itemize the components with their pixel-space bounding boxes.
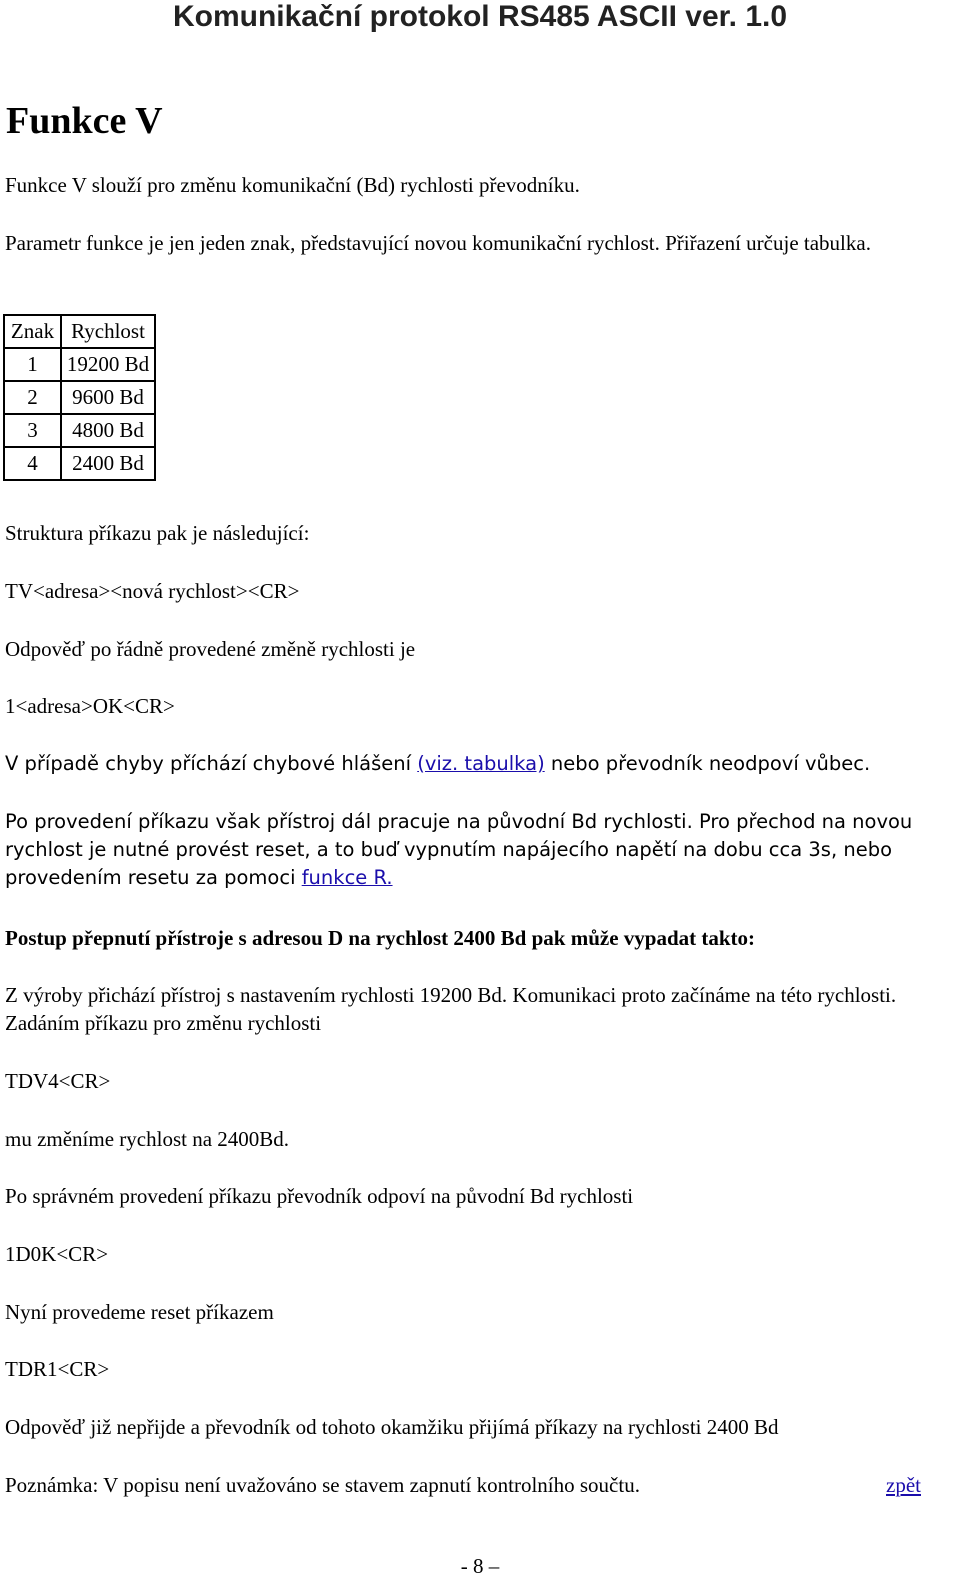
table-cell-speed: 19200 Bd bbox=[61, 348, 155, 381]
table-cell-speed: 2400 Bd bbox=[61, 447, 155, 480]
table-row bbox=[4, 381, 155, 414]
error-table-link[interactable]: (viz. tabulka) bbox=[417, 752, 545, 775]
table-header-row bbox=[4, 315, 155, 348]
table-cell-code: 2 bbox=[4, 381, 61, 414]
page-number: - 8 – bbox=[460, 1554, 500, 1578]
error-text-after: nebo převodník neodpoví vůbec. bbox=[544, 752, 871, 775]
command-syntax: TV<adresa><nová rychlost><CR> bbox=[5, 579, 300, 603]
table-row bbox=[4, 348, 155, 381]
document-header-title: Komunikační protokol RS485 ASCII ver. 1.0 bbox=[172, 0, 788, 33]
response-syntax: 1<adresa>OK<CR> bbox=[5, 694, 175, 718]
paragraph-reset bbox=[5, 808, 950, 892]
paragraph-note: Poznámka: V popisu není uvažováno se stavem zapnutí kontrolního součtu. bbox=[5, 1473, 640, 1497]
table-cell-code: 1 bbox=[4, 348, 61, 381]
table-header-cell: Rychlost bbox=[61, 315, 155, 348]
back-link[interactable]: zpět bbox=[886, 1473, 921, 1497]
table-cell-code: 3 bbox=[4, 414, 61, 447]
paragraph-response: Odpověď po řádně provedené změně rychlosti je bbox=[5, 637, 416, 661]
speed-table bbox=[3, 314, 156, 481]
table-row bbox=[4, 447, 155, 480]
paragraph-parameter: Parametr funkce je jen jeden znak, představující novou komunikační rychlost. Přiřazení určuje tabulka. bbox=[5, 231, 871, 255]
table-cell-code: 4 bbox=[4, 447, 61, 480]
table-header-cell: Znak bbox=[4, 315, 61, 348]
response-ok: 1D0K<CR> bbox=[5, 1242, 109, 1266]
paragraph-intro: Funkce V slouží pro změnu komunikační (Bd) rychlosti převodníku. bbox=[5, 173, 580, 197]
reset-text: Po provedení příkazu však přístroj dál pracuje na původní Bd rychlosti. Pro přechod na novou rychlost je nutné provést reset, a to buď vypnutím napájecího napětí na dobu cca 3s, nebo provedením resetu za pomoci bbox=[5, 810, 913, 889]
table-row bbox=[4, 414, 155, 447]
paragraph-procedure-title: Postup přepnutí přístroje s adresou D na rychlost 2400 Bd pak může vypadat takto: bbox=[5, 926, 756, 950]
function-r-link[interactable]: funkce R. bbox=[301, 866, 393, 889]
command-change-speed: TDV4<CR> bbox=[5, 1069, 111, 1093]
paragraph-correct: Po správném provedení příkazu převodník odpoví na původní Bd rychlosti bbox=[5, 1184, 634, 1208]
paragraph-factory: Z výroby přichází přístroj s nastavením rychlosti 19200 Bd. Komunikaci proto začínáme na této rychlosti. Zadáním příkazu pro změnu rychlosti bbox=[5, 983, 897, 1035]
command-reset: TDR1<CR> bbox=[5, 1357, 110, 1381]
paragraph-final: Odpověď již nepřijde a převodník od tohoto okamžiku přijímá příkazy na rychlosti 2400 Bd bbox=[5, 1415, 779, 1439]
paragraph-error bbox=[5, 750, 950, 778]
paragraph-changed: mu změníme rychlost na 2400Bd. bbox=[5, 1127, 290, 1151]
error-text-before: V případě chyby příchází chybové hlášení bbox=[5, 752, 418, 775]
paragraph-structure: Struktura příkazu pak je následující: bbox=[5, 521, 310, 545]
table-cell-speed: 9600 Bd bbox=[61, 381, 155, 414]
paragraph-reset-cmd: Nyní provedeme reset příkazem bbox=[5, 1300, 274, 1324]
table-cell-speed: 4800 Bd bbox=[61, 414, 155, 447]
section-heading: Funkce V bbox=[6, 100, 163, 142]
